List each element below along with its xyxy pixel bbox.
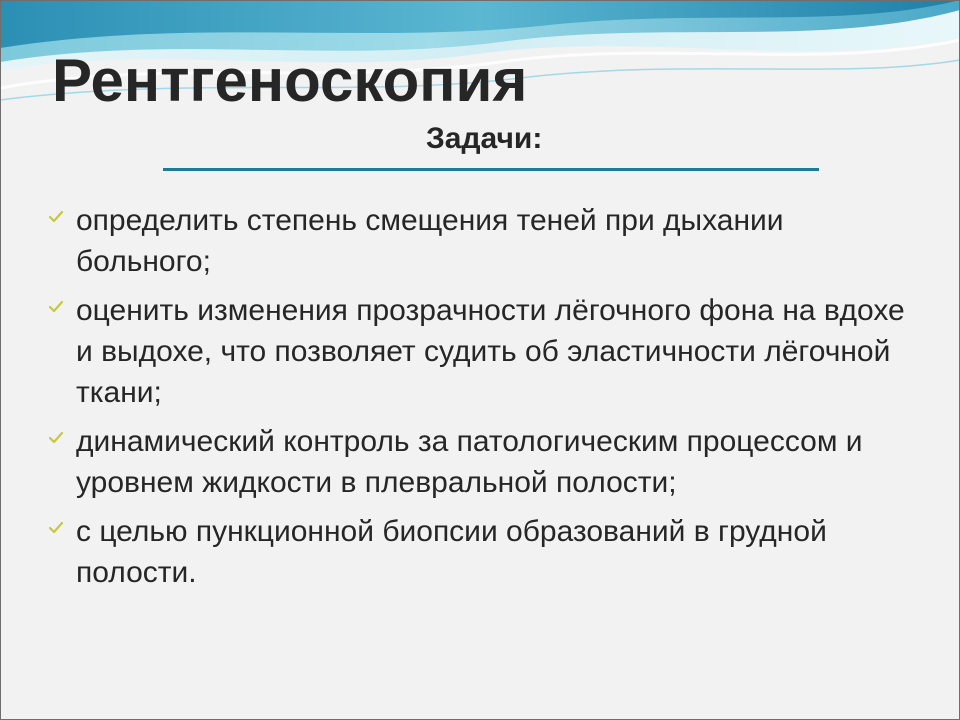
check-icon bbox=[48, 300, 64, 314]
check-icon bbox=[48, 210, 64, 224]
task-list-item bbox=[46, 290, 916, 413]
task-list-item bbox=[46, 511, 916, 593]
task-text: динамический контроль за патологическим процессом и уровнем жидкости в плевральной полости; bbox=[76, 425, 863, 499]
task-text: оценить изменения прозрачности лёгочного фона на вдохе и выдохе, что позволяет судить об эластичности лёгочной ткани; bbox=[76, 294, 905, 409]
title-divider bbox=[163, 168, 819, 171]
task-text: с целью пункционной биопсии образований в грудной полости. bbox=[76, 515, 827, 589]
task-list-item bbox=[46, 421, 916, 503]
task-list bbox=[46, 200, 916, 601]
check-icon bbox=[48, 521, 64, 535]
slide-title: Рентгеноскопия bbox=[52, 47, 528, 114]
task-text: определить степень смещения теней при дыхании больного; bbox=[76, 204, 784, 278]
check-icon bbox=[48, 431, 64, 445]
task-list-item bbox=[46, 200, 916, 282]
slide-subtitle: Задачи: bbox=[426, 122, 543, 155]
